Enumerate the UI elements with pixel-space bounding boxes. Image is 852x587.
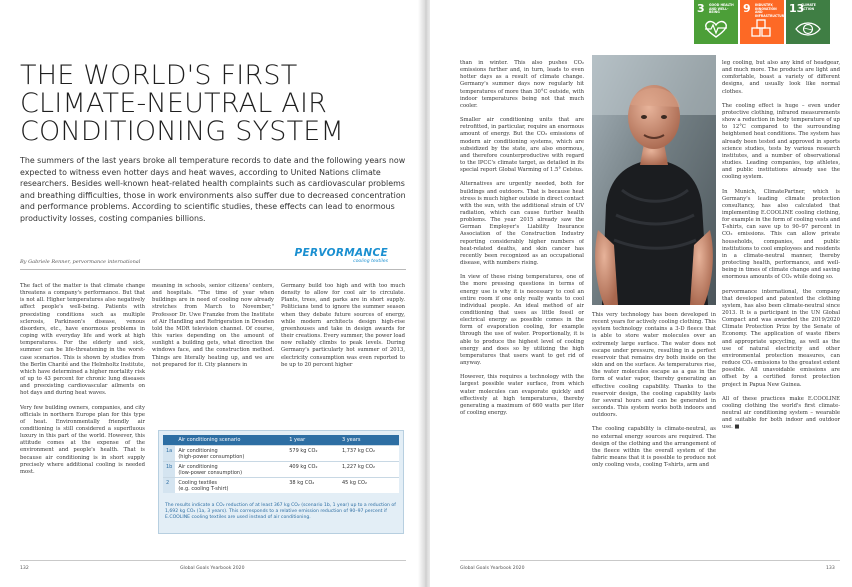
- row-scenario: Air conditioning: [178, 447, 218, 454]
- sdg-goal-13-badge: [786, 0, 830, 44]
- page-number-left: 132: [20, 566, 29, 571]
- right-column-2: [592, 312, 716, 558]
- paragraph: Smaller air conditioning units that are retrofitted, in particular, require an enormous amount of energy. But the CO₂ emissions of modern air conditioning systems, which are subsidized by the state, are also enormous, and therefore counterproductive with regard to the IPCC's climate target, as detailed in its special report Global Warming of 1.5° Celsius.: [460, 117, 584, 174]
- header-scenario: Air conditioning scenario: [175, 435, 286, 446]
- row-detail: (low-power consumption): [178, 469, 243, 476]
- row-scenario: Cooling textiles: [178, 479, 218, 486]
- athlete-photo: [592, 55, 716, 305]
- right-column-1: [460, 60, 584, 558]
- row-1-year: 579 kg CO₂: [286, 446, 339, 462]
- right-column-3: [722, 60, 840, 558]
- paragraph: The fact of the matter is that climate change threatens a company's performance. But that is not all. Higher temperatures also negatively affect people's well-being. Patients with preexisting conditions such as multiple sclerosis, Parkinson's disease, venous disorders, etc., have enormous problems in coping with everyday life and work at high temperatures. For the elderly and sick, summer can be life-threatening in the worst-case scenarios. This is shown by studies from the Berlin Charité and the Helmholtz Institute, which have determined a higher mortality risk of up to 43 percent for chronic lung diseases and preexisting cardiovascular ailments on hot days and during heat waves.: [20, 283, 145, 397]
- heartbeat-icon: [702, 19, 730, 39]
- divider: [20, 269, 406, 270]
- row-id: 1a: [163, 446, 175, 462]
- cubes-icon: [748, 19, 776, 39]
- left-page: [0, 0, 422, 587]
- sdg-goal-9-badge: [740, 0, 787, 44]
- row-3-years: 1,227 kg CO₂: [339, 462, 399, 478]
- page-number-right: 133: [826, 566, 835, 571]
- sdg-goal-3-badge: [694, 0, 738, 44]
- paragraph: In view of these rising temperatures, one of the more pressing questions in terms of energy use is why it is necessary to cool an entire room if one only really wants to cool individual people. An ideal method of air conditioning that uses as little fossil or electrical energy as possible comes in the form of evaporation cooling, for example through the use of water. Proportionally, it is able to produce the highest level of cooling energy and does so by utilizing the high temperatures that users want to get rid of anyway.: [460, 274, 584, 367]
- footer-title-right: Global Goals Yearbook 2020: [460, 566, 525, 571]
- paragraph: However, this requires a technology with the largest possible water surface, from which water molecules can evaporate quickly and effectively at high temperatures, thereby generating a maximum of 660 watts per liter of cooling energy.: [460, 374, 584, 417]
- row-3-years: 1,737 kg CO₂: [339, 446, 399, 462]
- paragraph: This very technology has been developed in recent years for actively cooling clothing. This system technology contains a 3-D fleece that is able to store water molecules over an extremely large surface. The water does not escape under pressure, resulting in a perfect reservoir that remains dry both inside on the skin and on the surface. As temperatures rise, the water molecules escape as a gas in the form of water vapor, thereby generating an effective cooling capability. Thanks to the reservoir design, the cooling capability lasts for several hours and can be generated in seconds. This system works both indoors and outdoors.: [592, 312, 716, 419]
- logo-tagline: cooling textiles: [353, 259, 388, 264]
- row-detail: (e.g. cooling T-shirt): [178, 485, 229, 492]
- row-1-year: 38 kg CO₂: [286, 478, 339, 494]
- paragraph: The cooling effect is huge – even under protective clothing, infrared measurements show a reduction in body temperature of up to 12°C compared to the surrounding heightened heat conditions. The system has already been tested and approved in sports science studies, tests by various research institutes, and a number of observational studies. Leading companies, top athletes, and public institutions already use the cooling system.: [722, 102, 840, 181]
- row-id: 1b: [163, 462, 175, 478]
- byline: By Gabriele Renner, pervormance international: [20, 259, 141, 265]
- paragraph: All of these practices make E.COOLINE cooling clothing the world's first climate-neutral air conditioning system – wearable and suitable for both indoor and outdoor use. ■: [722, 395, 840, 431]
- co2-comparison-table: [163, 435, 399, 493]
- row-1-year: 409 kg CO₂: [286, 462, 339, 478]
- paragraph: Very few building owners, companies, and city officials in northern Europe plan for this type of heat. Environmentally friendly air conditioning is still considered a superfluous luxury in this part of the world. However, this attitude comes at the expense of the environment and people's health. That is because air conditioning is in short supply precisely where additional cooling is needed most.: [20, 404, 145, 475]
- sdg-title: INDUSTRY, INNOVATION AND INFRASTRUCTURE: [755, 3, 787, 18]
- sdg-number: 13: [789, 2, 805, 15]
- right-page: [430, 0, 852, 587]
- paragraph: The cooling capability is climate-neutral, as no external energy sources are required. The design of the clothing and the arrangement of the fleece within the overall system of the fabric means that it is possible to produce not only cooling vests, cooling T-shirts, arm and: [592, 426, 716, 469]
- footer-title-left: Global Goals Yearbook 2020: [180, 566, 245, 571]
- paragraph: pervormance international, the company that developed and patented the clothing system, has also been climate-neutral since 2013. It is a participant in the UN Global Compact and was awarded the 2019/2020 Climate Protection Prize by the Senate of Economy. The application of waste fibers and appropriate upcycling, as well as the use of natural electricity and other environmental protection measures, can reduce CO₂ emissions to the greatest extent possible. All unavoidable emissions are offset by a certified forest protection project in Papua New Guinea.: [722, 288, 840, 388]
- table-caption: The results indicate a CO₂ reduction of at least 367 kg CO₂ (scenario 1b, 1 year) up to a reduction of 1,692 kg CO₂ (1a, 3 years). This corresponds to a relative emission reduction of 90–97 percent if E.COOLINE cooling textiles are used instead of air conditioning.: [165, 503, 396, 520]
- sdg-title: GOOD HEALTH AND WELL-BEING: [709, 3, 734, 15]
- left-column-3: [281, 283, 405, 423]
- left-column-2: [152, 283, 274, 423]
- table-header-row: [163, 435, 399, 446]
- sdg-number: 9: [743, 2, 751, 15]
- paragraph: than in winter. This also pushes CO₂ emissions further and, in turn, leads to even hotter days as a result of climate change. Germany's summer days now regularly hit temperatures of more than 30°C outside, with indoor temperatures being not that much cooler.: [460, 60, 584, 109]
- paragraph: meaning in schools, senior citizens' centers, and hospitals. "The time of year when buildings are in need of cooling now already stretches from March to November," Professor Dr. Uwe Franzke from the Institute of Air Handling and Refrigeration in Dresden told the MDR television channel. Of course, this varies depending on the amount of sunlight a building gets, what direction the windows face, and the construction method. Things are literally heating up, and we are not prepared for it. City planners in: [152, 283, 274, 368]
- table-row: [163, 462, 399, 478]
- pervormance-logo: [295, 247, 388, 264]
- row-detail: (high-power consumption): [178, 453, 245, 460]
- footer-divider: [20, 560, 406, 561]
- co2-comparison-table-box: [158, 430, 404, 534]
- table-row: [163, 446, 399, 462]
- eye-globe-icon: [794, 19, 822, 39]
- row-scenario: Air conditioning: [178, 463, 218, 470]
- left-column-1: [20, 283, 145, 559]
- footer-divider: [460, 560, 840, 561]
- row-id: 2: [163, 478, 175, 494]
- header-1-year: 1 year: [286, 435, 339, 446]
- row-3-years: 45 kg CO₂: [339, 478, 399, 494]
- sdg-title: CLIMATE ACTION: [801, 3, 816, 11]
- article-lead: The summers of the last years broke all temperature records to date and the following years now expected to witness even hotter days and heat waves, according to United Nations climate researchers. Besides well-known heat-related health complaints such as cardiovascular problems and breathing difficulties, those in work environments also suffer due to decreased concentration and performance problems. According to scientific studies, these effects can lead to enormous productivity losses, costing companies billions.: [20, 156, 406, 223]
- table-row: [163, 478, 399, 494]
- sdg-number: 3: [697, 2, 705, 15]
- header-3-years: 3 years: [339, 435, 399, 446]
- paragraph: In Munich, ClimatePartner, which is Germany's leading climate protection consultancy, has also calculated that implementing E.COOLINE cooling clothing, for example in the form of cooling vests and T-shirts, can save up to 90–97 percent in CO₂ emissions. This can allow private households, companies, and public institutions to cool employees and residents in a climate-neutral manner, thereby protecting health, performance, and well-being in times of climate change and saving enormous amounts of CO₂ while doing so.: [722, 188, 840, 281]
- article-headline: THE WORLD'S FIRST CLIMATE-NEUTRAL AIR CONDITIONING SYSTEM: [20, 60, 345, 147]
- paragraph: Germany build too high and with too much density to allow for cool air to circulate. Plants, trees, and parks are in short supply. Politicians tend to ignore the summer season when they debate future sources of energy, while modern architects design high-rise greenhouses and take in design awards for their creations. Every summer, the power load now reliably climbs to peak levels. During Germany's particularly hot summer of 2013, electricity consumption was even reported to be up to 20 percent higher: [281, 283, 405, 368]
- paragraph: leg cooling, but also any kind of headgear, and much more. The products are light and comfortable, boast a variety of different designs, and usually look like normal clothes.: [722, 60, 840, 95]
- athlete-image: [592, 55, 716, 305]
- logo-name: PERVORMANCE: [294, 247, 388, 259]
- paragraph: Alternatives are urgently needed, both for buildings and outdoors. That is because heat stress is much higher outside in direct contact with the sun, with the additional strain of UV radiation, which can cause further health problems. The year 2015 already saw the German Employer's Liability Insurance Association of the Construction Industry reporting considerably higher numbers of heat-related deaths, and skin cancer has recently been recognized as an occupational disease, with numbers rising.: [460, 181, 584, 267]
